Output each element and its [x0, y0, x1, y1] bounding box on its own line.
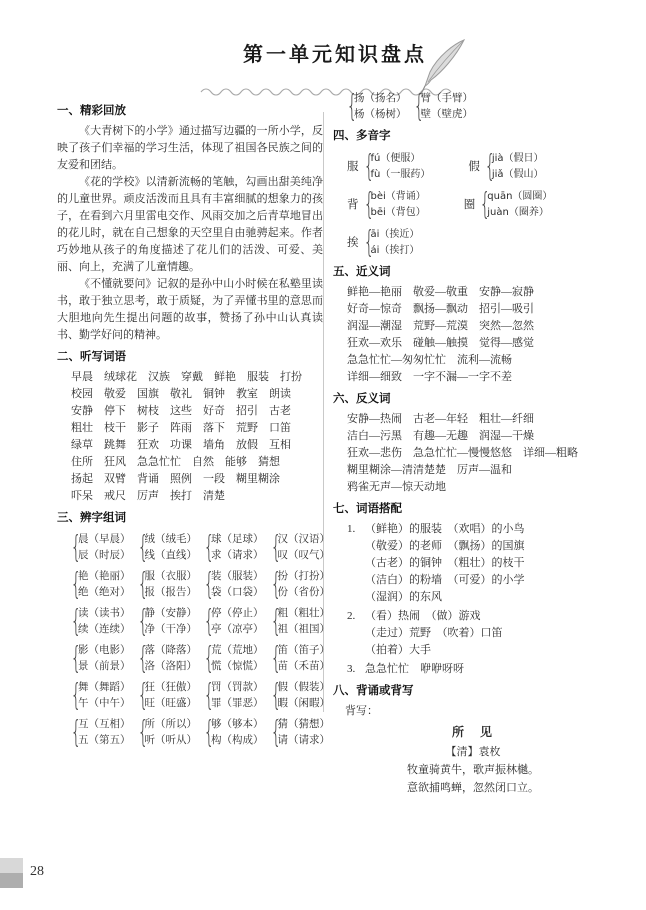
- char-pair: [269, 532, 331, 564]
- polyphone-readings: [371, 189, 426, 221]
- pair-bottom: 绝（绝对）: [78, 587, 131, 598]
- polyphone-readings: [371, 227, 420, 259]
- char-pair-words: [145, 606, 198, 638]
- left-brace: {: [363, 225, 374, 261]
- polyphone-rows: [333, 151, 613, 259]
- char-pair-words: [78, 643, 131, 675]
- left-brace: {: [363, 149, 374, 185]
- pair-top: 球（足球）: [211, 534, 264, 545]
- page-edge-tab: [0, 858, 23, 888]
- left-brace: {: [70, 530, 82, 566]
- char-pair: [269, 569, 331, 601]
- pair-bottom: 听（听从）: [144, 735, 197, 746]
- char-pair-words: [145, 643, 198, 675]
- char-pair-words: [278, 569, 331, 601]
- synonym-line: 好奇—惊奇 飘扬—飘动 招引—吸引: [347, 303, 534, 315]
- pair-bottom: 请（请求）: [277, 735, 330, 746]
- char-pair: [202, 569, 264, 601]
- dictation-line: 住所 狂风 急急忙忙 自然 能够 猜想: [71, 456, 280, 468]
- polyphone-item: [347, 227, 419, 259]
- dictation-line: 吓呆 戒尺 厉声 挨打 清楚: [71, 490, 225, 502]
- char-pair: [269, 643, 331, 675]
- dictation-line: 绿草 跳舞 狂欢 功课 墙角 放假 互相: [71, 439, 291, 451]
- poem-lines: [333, 761, 613, 797]
- pair-bottom: 杨（杨树）: [354, 109, 407, 120]
- pair-top: 停（停止）: [211, 608, 264, 619]
- char-pair: [202, 606, 264, 638]
- antonym-line: 鸦雀无声—惊天动地: [347, 481, 446, 493]
- distinguish-rows-continued: [333, 91, 613, 123]
- synonym-line: 鲜艳—艳丽 敬爱—敬重 安静—寂静: [347, 286, 534, 298]
- left-brace: {: [270, 641, 281, 677]
- left-brace: {: [137, 678, 148, 714]
- pair-top: 互（互相）: [78, 719, 131, 730]
- char-pair-words: [145, 680, 198, 712]
- left-brace: {: [70, 678, 82, 714]
- left-brace: {: [484, 149, 496, 185]
- pair-top: 扮（打扮）: [277, 571, 330, 582]
- reading-top: āi（挨近）: [370, 229, 420, 240]
- collocation-lines: [365, 521, 525, 606]
- char-pair-words: [78, 680, 131, 712]
- left-brace: {: [70, 604, 82, 640]
- pair-bottom: 五（第五）: [78, 735, 131, 746]
- char-pair-words: [211, 643, 264, 675]
- poem-line: 意欲捕鸣蝉，忽然闭口立。: [407, 782, 539, 794]
- polyphone-character: 假: [468, 160, 480, 173]
- pair-bottom: 构（构成）: [211, 735, 264, 746]
- pair-bottom: 份（省份）: [277, 587, 330, 598]
- synonym-line: 润湿—潮湿 荒野—荒漠 突然—忽然: [347, 320, 534, 332]
- char-pair-words: [78, 569, 131, 601]
- pair-top: 笛（笛子）: [277, 645, 330, 656]
- recite-label: 背写：: [345, 705, 378, 717]
- pair-top: 影（电影）: [78, 645, 131, 656]
- char-pair: [69, 606, 131, 638]
- polyphone-item: [347, 151, 430, 183]
- collocation-item: [347, 661, 613, 678]
- pair-top: 汉（汉语）: [277, 534, 330, 545]
- synonym-lines: [333, 284, 613, 386]
- collocation-number: 3.: [347, 663, 356, 675]
- pair-bottom: 暇（闲暇）: [277, 698, 330, 709]
- pair-top: 绒（绒毛）: [144, 534, 197, 545]
- section-heading-distinguish: 三、辨字组词: [57, 512, 126, 524]
- pair-bottom: 净（干净）: [144, 624, 197, 635]
- pair-top: 猜（猜想）: [277, 719, 330, 730]
- left-brace: {: [70, 567, 82, 603]
- collocation-item: [347, 521, 613, 606]
- collocation-lines: [365, 661, 464, 678]
- distinguish-rows: [57, 530, 330, 751]
- collocation-number: 2.: [347, 610, 356, 622]
- pair-top: 粗（粗壮）: [277, 608, 330, 619]
- char-pair-words: [278, 717, 331, 749]
- pair-bottom: 辰（时辰）: [78, 550, 131, 561]
- polyphone-readings: [371, 151, 431, 183]
- polyphone-character: 挨: [347, 236, 359, 249]
- reading-bottom: jiǎ（假山）: [491, 169, 544, 180]
- char-pair-words: [78, 606, 131, 638]
- review-paragraphs: [57, 123, 323, 344]
- pair-bottom: 慌（惊慌）: [211, 661, 264, 672]
- pair-top: 所（所以）: [144, 719, 197, 730]
- collocation-number: 1.: [347, 523, 356, 535]
- antonym-line: 狂欢—悲伤 急急忙忙—慢慢悠悠 详细—粗略: [347, 447, 578, 459]
- section-heading-recite: 八、背诵或背写: [333, 685, 414, 697]
- char-pair: [69, 569, 131, 601]
- char-pair: [345, 91, 407, 123]
- section-heading-polyphones: 四、多音字: [333, 130, 391, 142]
- left-brace: {: [137, 641, 148, 677]
- left-brace: {: [70, 715, 82, 751]
- pair-bottom: 旺（旺盛）: [144, 698, 197, 709]
- reading-bottom: ái（挨打）: [370, 245, 420, 256]
- pair-bottom: 求（请求）: [211, 550, 264, 561]
- polyphone-row: [347, 151, 613, 183]
- char-pair: [69, 680, 131, 712]
- pair-top: 读（读书）: [78, 608, 131, 619]
- char-pair-words: [145, 532, 198, 564]
- page-number: 28: [30, 864, 44, 879]
- char-pair-words: [278, 606, 331, 638]
- char-pair: [136, 680, 198, 712]
- synonym-line: 详细—细致 一字不漏—一字不差: [347, 371, 512, 383]
- reading-bottom: fù（一服药）: [370, 169, 431, 180]
- section-heading-review: 一、精彩回放: [57, 105, 126, 117]
- poem-author: 【清】袁枚: [445, 746, 501, 758]
- distinguish-row: [345, 91, 613, 123]
- left-brace: {: [137, 715, 148, 751]
- pair-top: 荒（荒地）: [211, 645, 264, 656]
- review-paragraph: 《花的学校》以清新流畅的笔触，勾画出甜美纯净的儿童世界。顽皮活泼而且具有丰富细腻的想象力的孩子，在看到六月里雷电交作、风雨交加之后青草地冒出的花儿时，就在自己想象的天空里自由驰骋起来。作者巧妙地从孩子的角度描述了花儿们的活泼、可爱、美丽、向上，充满了儿童情趣。: [57, 176, 323, 273]
- pair-bottom: 报（报告）: [144, 587, 197, 598]
- left-brace: {: [203, 567, 215, 603]
- pair-bottom: 苗（禾苗）: [277, 661, 330, 672]
- antonym-line: 洁白—污黑 有趣—无趣 润湿—干燥: [347, 430, 534, 442]
- left-brace: {: [203, 604, 215, 640]
- distinguish-row: [69, 530, 330, 566]
- polyphone-readings: [492, 151, 544, 183]
- char-pair-words: [211, 569, 264, 601]
- char-pair: [136, 643, 198, 675]
- left-brace: {: [413, 89, 424, 125]
- synonym-line: 狂欢—欢乐 碰触—触摸 觉得—感觉: [347, 337, 534, 349]
- left-brace: {: [203, 641, 215, 677]
- char-pair: [69, 643, 131, 675]
- reading-bottom: bēi（背包）: [370, 207, 426, 218]
- pair-top: 晨（早晨）: [78, 534, 131, 545]
- pair-top: 舞（舞蹈）: [78, 682, 131, 693]
- char-pair-words: [354, 91, 407, 123]
- char-pair-words: [211, 717, 264, 749]
- collocation-line: （湿润）的东风: [365, 591, 442, 603]
- pair-top: 艳（艳丽）: [78, 571, 131, 582]
- pair-bottom: 亭（凉亭）: [211, 624, 264, 635]
- char-pair: [136, 532, 198, 564]
- pair-bottom: 线（直线）: [144, 550, 197, 561]
- left-brace: {: [137, 530, 148, 566]
- dictation-line: 安静 停下 树枝 这些 好奇 招引 古老: [71, 405, 291, 417]
- left-brace: {: [203, 530, 215, 566]
- pair-bottom: 洛（洛阳）: [144, 661, 197, 672]
- pair-top: 狂（狂傲）: [144, 682, 197, 693]
- collocation-items: [333, 521, 613, 678]
- polyphone-readings: [487, 189, 552, 221]
- review-paragraph: 《不懂就要问》记叙的是孙中山小时候在私塾里读书，敢于独立思考，敢于质疑，为了弄懂书里的意思而大胆地向先生提出问题的故事，赞扬了孙中山认真读书、勤学好问的精神。: [57, 278, 323, 341]
- char-pair: [412, 91, 474, 123]
- distinguish-row: [69, 678, 330, 714]
- dictation-word-lines: [57, 369, 323, 505]
- section-heading-dictation: 二、听写词语: [57, 351, 126, 363]
- pair-bottom: 袋（口袋）: [211, 587, 264, 598]
- char-pair-words: [278, 680, 331, 712]
- reading-bottom: juàn（圈养）: [487, 207, 549, 218]
- char-pair: [269, 680, 331, 712]
- reading-top: jià（假日）: [491, 153, 544, 164]
- left-brace: {: [270, 715, 281, 751]
- collocation-item: [347, 608, 613, 659]
- pair-bottom: 午（中午）: [78, 698, 131, 709]
- poem: [333, 724, 613, 797]
- polyphone-row: [347, 189, 613, 221]
- char-pair-words: [211, 680, 264, 712]
- polyphone-character: 服: [347, 160, 359, 173]
- pair-bottom: 续（连续）: [78, 624, 131, 635]
- char-pair: [202, 532, 264, 564]
- char-pair-words: [78, 717, 131, 749]
- pair-bottom: 景（前景）: [78, 661, 131, 672]
- pair-top: 扬（扬名）: [354, 93, 407, 104]
- char-pair: [202, 717, 264, 749]
- left-brace: {: [203, 678, 215, 714]
- pair-bottom: 祖（祖国）: [277, 624, 330, 635]
- dictation-line: 粗壮 枝干 影子 阵雨 落下 荒野 口笛: [71, 422, 291, 434]
- pair-top: 装（服装）: [211, 571, 264, 582]
- antonym-line: 糊里糊涂—清清楚楚 厉声—温和: [347, 464, 512, 476]
- distinguish-row: [69, 715, 330, 751]
- distinguish-row: [69, 641, 330, 677]
- collocation-line: （鲜艳）的服装 （欢唱）的小鸟: [365, 523, 525, 535]
- collocation-lines: [365, 608, 503, 659]
- polyphone-character: 圈: [463, 198, 476, 211]
- distinguish-row: [69, 567, 330, 603]
- char-pair: [136, 606, 198, 638]
- reading-top: bèi（背诵）: [370, 191, 426, 202]
- poem-title: 所 见: [451, 725, 494, 739]
- char-pair: [202, 643, 264, 675]
- pair-top: 臂（手臂）: [420, 93, 473, 104]
- polyphone-item: [468, 151, 543, 183]
- char-pair: [202, 680, 264, 712]
- review-paragraph: 《大青树下的小学》通过描写边疆的一所小学，反映了孩子们幸福的学习生活，体现了祖国各民族之间的友爱和团结。: [57, 125, 323, 171]
- dictation-line: 校园 敬爱 国旗 敬礼 铜钟 教室 朗读: [71, 388, 291, 400]
- collocation-line: 急急忙忙 咿咿呀呀: [365, 663, 464, 675]
- reading-top: fú（便服）: [370, 153, 421, 164]
- left-brace: {: [270, 678, 281, 714]
- char-pair-words: [278, 643, 331, 675]
- distinguish-row: [69, 604, 330, 640]
- pair-bottom: 叹（叹气）: [277, 550, 330, 561]
- antonym-lines: [333, 411, 613, 496]
- left-brace: {: [70, 641, 82, 677]
- right-column: [333, 86, 613, 797]
- char-pair: [269, 717, 331, 749]
- polyphone-item: [464, 189, 553, 221]
- pair-top: 假（假装）: [277, 682, 330, 693]
- collocation-line: （拍着）大手: [365, 644, 431, 656]
- char-pair-words: [145, 717, 198, 749]
- collocation-line: （古老）的铜钟 （粗壮）的枝干: [365, 557, 525, 569]
- char-pair-words: [145, 569, 198, 601]
- char-pair: [269, 606, 331, 638]
- left-brace: {: [363, 187, 374, 223]
- section-heading-antonyms: 六、反义词: [333, 393, 391, 405]
- collocation-line: （敬爱）的老师 （飘扬）的国旗: [365, 540, 525, 552]
- char-pair-words: [421, 91, 474, 123]
- reading-top: quān（圆圈）: [487, 191, 553, 202]
- char-pair: [136, 569, 198, 601]
- pair-top: 服（衣服）: [144, 571, 197, 582]
- section-heading-collocations: 七、词语搭配: [333, 503, 402, 515]
- collocation-line: （看）热闹 （做）游戏: [365, 610, 481, 622]
- polyphone-row: [347, 227, 613, 259]
- left-column: [57, 98, 330, 751]
- pair-top: 落（降落）: [144, 645, 197, 656]
- collocation-line: （洁白）的粉墙 （可爱）的小学: [365, 574, 525, 586]
- page-title: 第一单元知识盘点: [243, 44, 427, 66]
- poem-line: 牧童骑黄牛，歌声振林樾。: [407, 764, 539, 776]
- pair-top: 罚（罚款）: [211, 682, 264, 693]
- pair-bottom: 壁（壁虎）: [420, 109, 473, 120]
- char-pair-words: [78, 532, 131, 564]
- char-pair-words: [211, 606, 264, 638]
- collocation-line: （走过）荒野 （吹着）口笛: [365, 627, 503, 639]
- left-brace: {: [270, 567, 281, 603]
- dictation-line: 扬起 双臂 背诵 照例 一段 糊里糊涂: [71, 473, 280, 485]
- polyphone-character: 背: [347, 198, 359, 211]
- synonym-line: 急急忙忙—匆匆忙忙 流利—流畅: [347, 354, 512, 366]
- left-brace: {: [346, 89, 358, 125]
- pair-bottom: 罪（罪恶）: [211, 698, 264, 709]
- pair-top: 静（安静）: [144, 608, 197, 619]
- left-brace: {: [479, 187, 491, 223]
- char-pair-words: [278, 532, 331, 564]
- polyphone-item: [347, 189, 426, 221]
- char-pair: [69, 532, 131, 564]
- pair-top: 够（够本）: [211, 719, 264, 730]
- left-brace: {: [137, 567, 148, 603]
- left-brace: {: [203, 715, 215, 751]
- char-pair: [136, 717, 198, 749]
- left-brace: {: [137, 604, 148, 640]
- char-pair-words: [211, 532, 264, 564]
- left-brace: {: [270, 530, 281, 566]
- antonym-line: 安静—热闹 古老—年轻 粗壮—纤细: [347, 413, 534, 425]
- left-brace: {: [270, 604, 281, 640]
- dictation-line: 早晨 绒球花 汉族 穿戴 鲜艳 服装 打扮: [71, 371, 302, 383]
- section-heading-synonyms: 五、近义词: [333, 266, 391, 278]
- char-pair: [69, 717, 131, 749]
